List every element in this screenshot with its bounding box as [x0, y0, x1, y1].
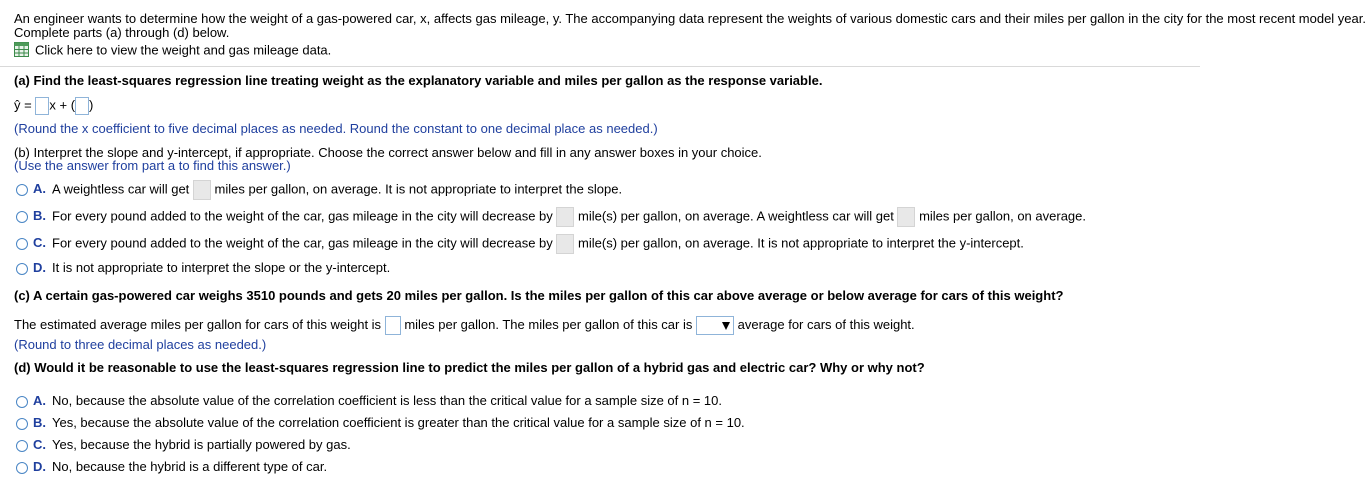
- answer-box[interactable]: [556, 234, 574, 254]
- answer-box[interactable]: [193, 180, 211, 200]
- paren-close: ): [89, 97, 94, 113]
- option-text: It is not appropriate to interpret the slope or the y-intercept.: [52, 260, 391, 275]
- part-c-question: (c) A certain gas-powered car weighs 3510 pounds and gets 20 miles per gallon. Is the miles per gallon of this car above average or below average for cars of this weight?: [14, 288, 1064, 303]
- part-d-option-a[interactable]: [16, 393, 722, 408]
- answer-box[interactable]: [897, 207, 915, 227]
- part-a-instruction: (Round the x coefficient to five decimal places as needed. Round the constant to one decimal place as needed.): [14, 121, 658, 136]
- option-text: mile(s) per gallon, on average. It is not appropriate to interpret the y-intercept.: [578, 235, 1024, 251]
- y-hat-symbol: ŷ: [14, 97, 21, 113]
- regression-equation: [14, 97, 93, 115]
- equals-sign: =: [24, 97, 32, 113]
- option-letter: B.: [33, 208, 46, 224]
- part-b-question: (b) Interpret the slope and y-intercept, if appropriate. Choose the correct answer below and fill in any answer boxes in your choice.: [14, 145, 762, 160]
- radio-button[interactable]: [16, 184, 28, 196]
- x-plus-label: x +: [49, 97, 68, 113]
- option-text: For every pound added to the weight of the car, gas mileage in the city will decrease by: [52, 235, 553, 251]
- option-text: Yes, because the hybrid is partially powered by gas.: [52, 437, 351, 452]
- radio-button[interactable]: [16, 263, 28, 275]
- answer-text: miles per gallon. The miles per gallon of this car is: [404, 316, 693, 332]
- answer-text: The estimated average miles per gallon for cars of this weight is: [14, 316, 382, 332]
- option-letter: D.: [33, 459, 46, 474]
- part-d-option-b[interactable]: [16, 415, 745, 430]
- dropdown-arrow-icon: [722, 322, 730, 330]
- option-text: For every pound added to the weight of the car, gas mileage in the city will decrease by: [52, 208, 553, 224]
- divider: [0, 66, 1200, 67]
- answer-text: average for cars of this weight.: [737, 316, 915, 332]
- part-c-answer-line: [14, 316, 915, 335]
- option-text: No, because the hybrid is a different type of car.: [52, 459, 328, 474]
- above-below-select[interactable]: [696, 316, 734, 335]
- part-b-option-d[interactable]: [16, 260, 390, 275]
- part-d-option-c[interactable]: [16, 437, 351, 452]
- option-letter: D.: [33, 260, 46, 275]
- data-link-text: Click here to view the weight and gas mileage data.: [35, 42, 332, 58]
- option-letter: B.: [33, 415, 46, 430]
- option-letter: C.: [33, 437, 46, 452]
- answer-box[interactable]: [556, 207, 574, 227]
- part-b-option-a[interactable]: [16, 180, 622, 200]
- option-text: A weightless car will get: [52, 181, 190, 197]
- intercept-input[interactable]: [75, 97, 89, 115]
- part-d-option-d[interactable]: [16, 459, 327, 474]
- option-text: No, because the absolute value of the correlation coefficient is less than the critical value for a sample size of n = 10.: [52, 393, 723, 408]
- option-text: mile(s) per gallon, on average. A weightless car will get: [578, 208, 894, 224]
- part-d-question: (d) Would it be reasonable to use the least-squares regression line to predict the miles per gallon of a hybrid gas and electric car? Why or why not?: [14, 360, 925, 375]
- part-b-option-b[interactable]: [16, 207, 1086, 227]
- radio-button[interactable]: [16, 462, 28, 474]
- radio-button[interactable]: [16, 211, 28, 223]
- paren-open: (: [70, 97, 76, 113]
- intro-line-1: An engineer wants to determine how the weight of a gas-powered car, x, affects gas mileage, y. The accompanying data represent the weights of various domestic cars and their miles per gallon in the city for the most recent model year.: [14, 11, 1366, 26]
- option-text: miles per gallon, on average.: [919, 208, 1086, 224]
- option-letter: C.: [33, 235, 46, 251]
- part-a-question: (a) Find the least-squares regression line treating weight as the explanatory variable and miles per gallon as the response variable.: [14, 73, 823, 88]
- radio-button[interactable]: [16, 396, 28, 408]
- option-text: miles per gallon, on average. It is not appropriate to interpret the slope.: [214, 181, 623, 197]
- radio-button[interactable]: [16, 238, 28, 250]
- part-c-instruction: (Round to three decimal places as needed.): [14, 337, 267, 352]
- part-b-instruction: (Use the answer from part a to find this answer.): [14, 158, 291, 173]
- radio-button[interactable]: [16, 440, 28, 452]
- radio-button[interactable]: [16, 418, 28, 430]
- part-b-option-c[interactable]: [16, 234, 1024, 254]
- intro-line-2: Complete parts (a) through (d) below.: [14, 25, 230, 40]
- option-letter: A.: [33, 393, 46, 408]
- average-mpg-input[interactable]: [385, 316, 401, 335]
- table-grid-icon: [14, 42, 29, 60]
- data-link[interactable]: [14, 42, 331, 60]
- option-text: Yes, because the absolute value of the correlation coefficient is greater than the critical value for a sample size of n = 10.: [52, 415, 745, 430]
- option-letter: A.: [33, 181, 46, 197]
- slope-input[interactable]: [35, 97, 49, 115]
